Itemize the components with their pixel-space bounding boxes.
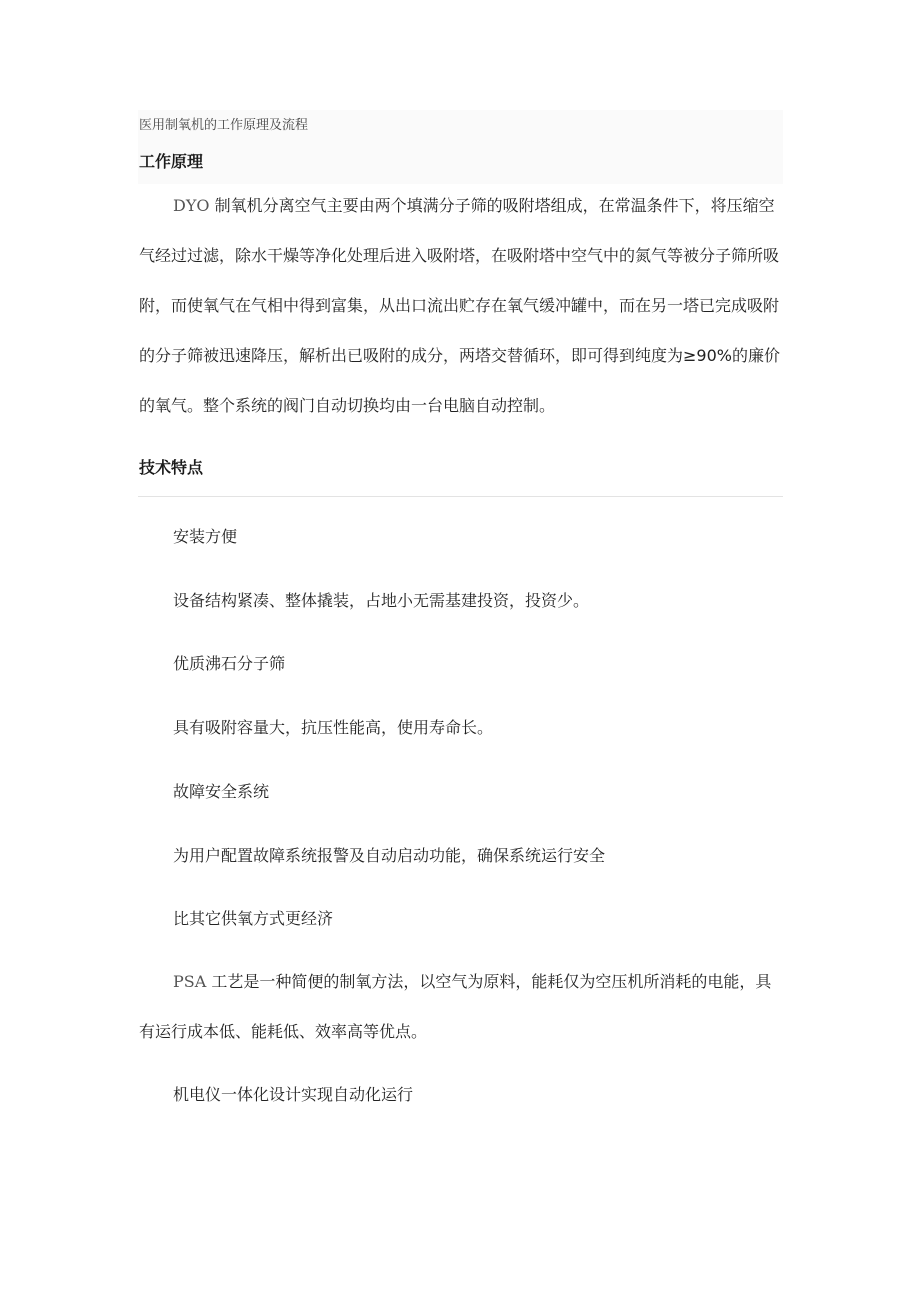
principle-text: 制氧机分离空气主要由两个填满分子筛的吸附塔组成，在常温条件下，将压缩空气经过过滤，除水干燥等净化处理后进入吸附塔，在吸附塔中空气中的氮气等被分子筛所吸附，而使氧气在气相中得到富集，从出口流出贮存在氧气缓冲罐中，而在另一塔已完成吸附的分子筛被迅速降压，解析出已吸附的成分，两塔交替循环，即可得到纯度为≥90%的廉价的氧气。整个系统的阀门自动切换均由一台电脑自动控制。 [139, 196, 780, 415]
feature-item-last: 机电仪一体化设计实现自动化运行 [173, 1085, 414, 1104]
psa-text: 工艺是一种简便的制氧方法，以空气为原料，能耗仅为空压机所消耗的电能，具有运行成本低、能耗低、效率高等优点。 [139, 972, 772, 1041]
section-heading-principle: 工作原理 [139, 152, 204, 171]
principle-prefix: DYO [173, 196, 215, 215]
feature-item: 具有吸附容量大，抗压性能高，使用寿命长。 [173, 718, 494, 737]
feature-item: 故障安全系统 [173, 782, 270, 801]
feature-item: 为用户配置故障系统报警及自动启动功能，确保系统运行安全 [173, 846, 606, 865]
section-divider [138, 496, 783, 497]
psa-paragraph [139, 957, 781, 1057]
feature-item: 优质沸石分子筛 [173, 654, 286, 673]
document-title: 医用制氧机的工作原理及流程 [139, 118, 309, 133]
principle-paragraph [139, 181, 781, 431]
feature-item: 设备结构紧凑、整体撬装，占地小无需基建投资，投资少。 [173, 591, 590, 610]
section-heading-features: 技术特点 [139, 458, 204, 477]
feature-item: 安装方便 [173, 527, 238, 546]
psa-prefix: PSA [173, 972, 212, 991]
feature-item: 比其它供氧方式更经济 [173, 909, 334, 928]
